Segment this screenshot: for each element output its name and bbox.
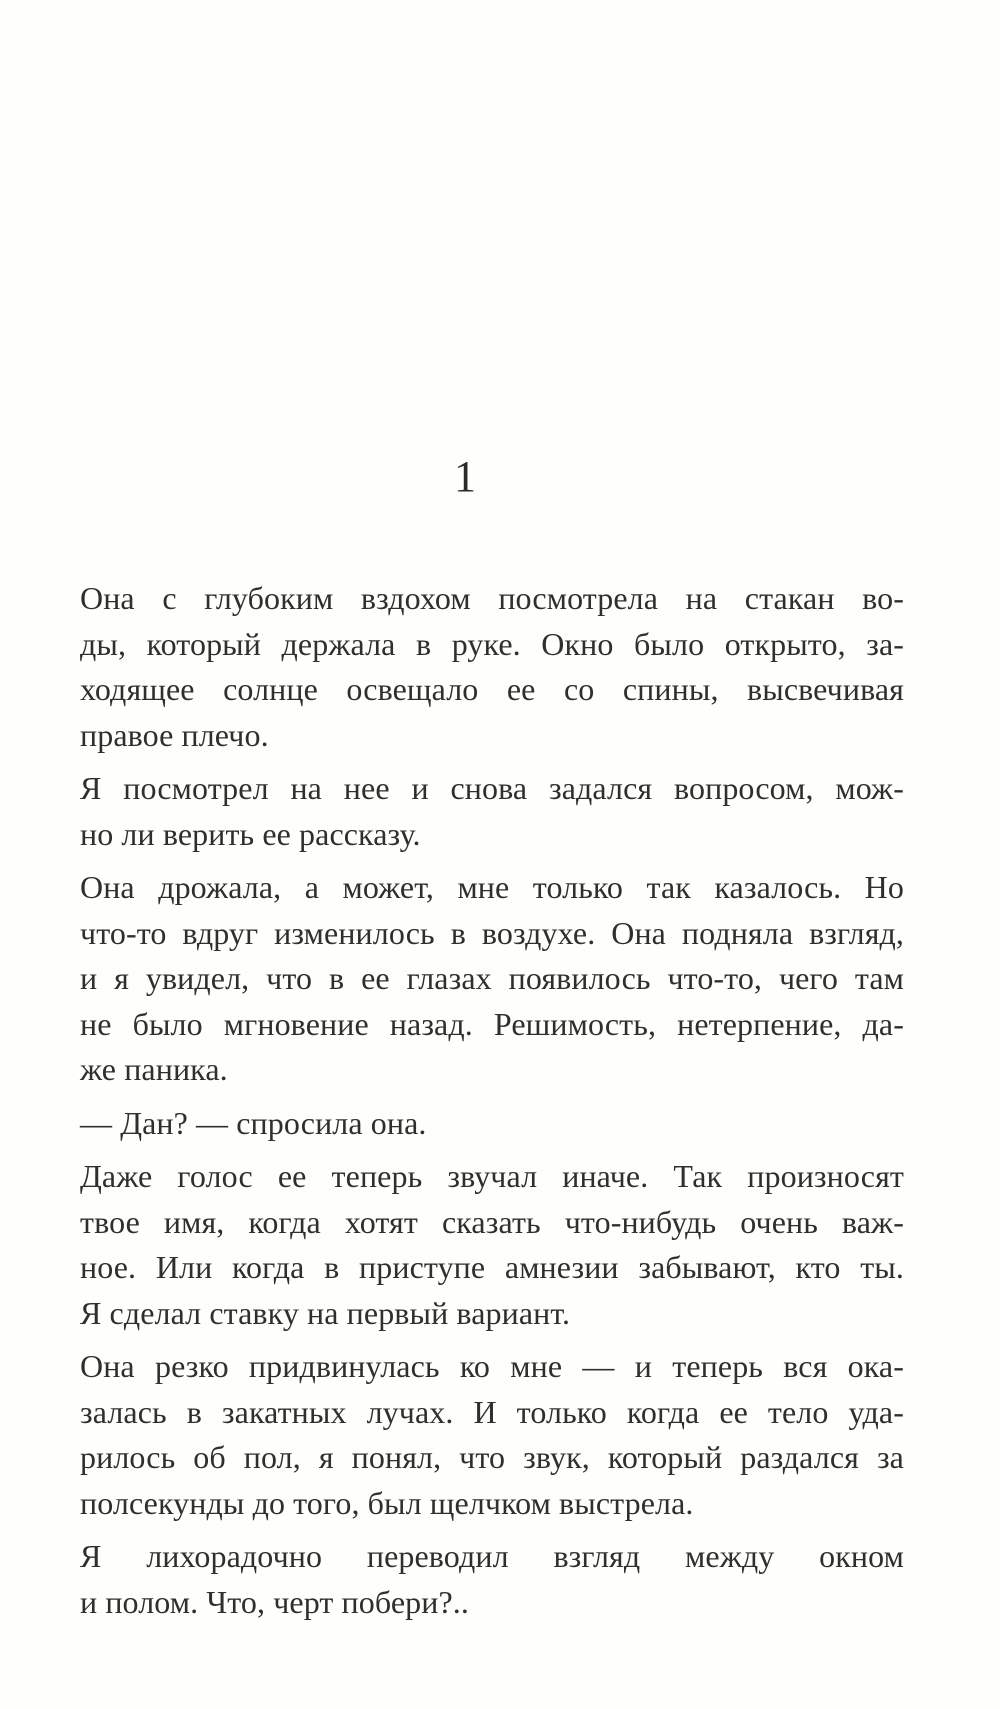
- paragraph: [80, 1101, 904, 1147]
- text-line: Я сделал ставку на первый вариант.: [80, 1294, 571, 1331]
- dialogue-line: — Дан? — спросила она.: [80, 1104, 427, 1141]
- text-line: правое плечо.: [80, 716, 269, 753]
- text-line: не было мгновение назад. Решимость, нетерпение, да-: [80, 1005, 904, 1042]
- paragraph: [80, 766, 904, 857]
- chapter-body: [80, 576, 904, 1633]
- text-line: рилось об пол, я понял, что звук, который раздался за: [80, 1439, 904, 1475]
- text-line: ное. Или когда в приступе амнезии забывают, кто ты.: [80, 1249, 904, 1285]
- paragraph: [80, 1344, 904, 1526]
- text-line: Она резко придвинулась ко мне — и теперь вся ока-: [80, 1348, 904, 1384]
- text-line: что-то вдруг изменилось в воздухе. Она подняла взгляд,: [80, 914, 904, 951]
- paragraph: [80, 1534, 904, 1625]
- text-line: и полом. Что, черт побери?..: [80, 1583, 469, 1620]
- paragraph: [80, 865, 904, 1093]
- paragraph: [80, 1154, 904, 1336]
- text-line: же паника.: [80, 1051, 228, 1087]
- chapter-number: 1: [454, 452, 476, 501]
- text-line: Она с глубоким вздохом посмотрела на стакан во-: [80, 580, 904, 616]
- text-line: Я посмотрел на нее и снова задался вопросом, мож-: [80, 770, 904, 806]
- text-line: Даже голос ее теперь звучал иначе. Так произносят: [80, 1158, 904, 1194]
- text-line: твое имя, когда хотят сказать что-нибудь очень важ-: [80, 1203, 904, 1240]
- text-line: Я лихорадочно переводил взгляд между окном: [80, 1538, 904, 1574]
- text-line: но ли верить ее рассказу.: [80, 815, 421, 852]
- text-line: ходящее солнце освещало ее со спины, высвечивая: [80, 671, 904, 707]
- text-line: полсекунды до того, был щелчком выстрела.: [80, 1484, 694, 1521]
- text-line: ды, который держала в руке. Окно было открыто, за-: [80, 625, 904, 662]
- text-line: и я увидел, что в ее глазах появилось что-то, чего там: [80, 960, 904, 996]
- paragraph: [80, 576, 904, 758]
- text-line: Она дрожала, а может, мне только так казалось. Но: [80, 869, 904, 905]
- text-line: залась в закатных лучах. И только когда ее тело уда-: [80, 1393, 904, 1430]
